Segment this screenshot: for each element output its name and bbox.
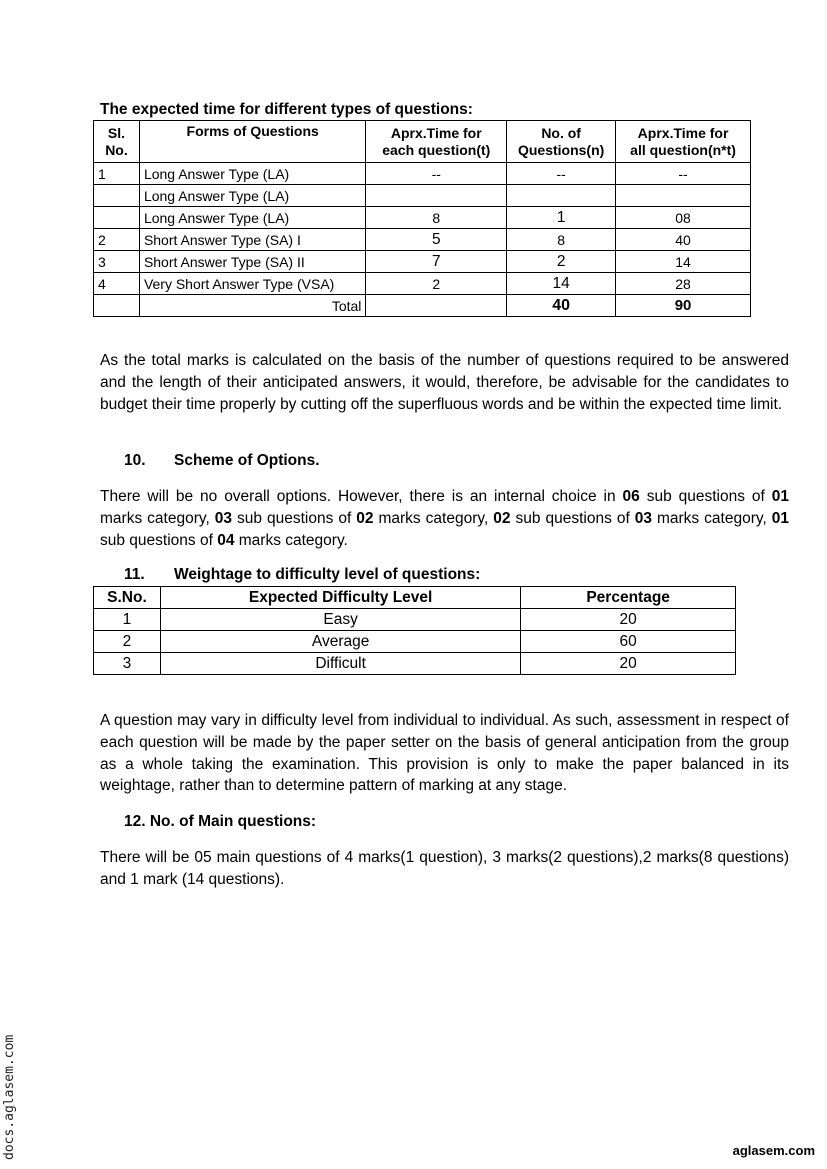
cell-sl xyxy=(94,295,140,317)
cell-sno: 2 xyxy=(94,631,161,653)
table-row xyxy=(94,609,736,631)
scheme-of-options-paragraph: There will be no overall options. However, there is an internal choice in 06 sub questions of 01 marks category, 03 sub questions of 02 marks category, 02 sub questions of 03 marks category, 01 sub questions of 04 marks category. xyxy=(100,488,789,549)
expected-time-table xyxy=(93,120,751,317)
table-total-row xyxy=(94,295,751,317)
cell-n: 1 xyxy=(507,207,616,229)
cell-total: -- xyxy=(616,163,751,185)
cell-pct: 60 xyxy=(521,631,736,653)
header-percentage: Percentage xyxy=(521,587,736,609)
cell-time: -- xyxy=(366,163,507,185)
header-no-of-questions: No. of Questions(n) xyxy=(507,121,616,163)
main-questions-heading: 12. No. of Main questions: xyxy=(124,813,317,830)
weightage-heading: 11. Weightage to difficulty level of questions: xyxy=(124,566,481,583)
cell-total: 14 xyxy=(616,251,751,273)
cell-time xyxy=(366,295,507,317)
cell-sl: 4 xyxy=(94,273,140,295)
cell-sl xyxy=(94,207,140,229)
cell-n: 2 xyxy=(507,251,616,273)
main-questions-paragraph: There will be 05 main questions of 4 marks(1 question), 3 marks(2 questions),2 marks(8 questions) and 1 mark (14 questions). xyxy=(100,849,789,888)
cell-n xyxy=(507,185,616,207)
total-label: Total xyxy=(139,295,365,317)
cell-level: Difficult xyxy=(160,653,520,675)
header-forms-of-questions: Forms of Questions xyxy=(139,121,365,163)
cell-sl: 2 xyxy=(94,229,140,251)
cell-level: Easy xyxy=(160,609,520,631)
cell-total: 28 xyxy=(616,273,751,295)
cell-form: Long Answer Type (LA) xyxy=(139,207,365,229)
cell-n: -- xyxy=(507,163,616,185)
table-row xyxy=(94,631,736,653)
table-row xyxy=(94,185,751,207)
cell-total: 40 xyxy=(616,229,751,251)
cell-time: 7 xyxy=(366,251,507,273)
cell-form: Long Answer Type (LA) xyxy=(139,185,365,207)
table-row xyxy=(94,163,751,185)
cell-n: 8 xyxy=(507,229,616,251)
cell-sno: 1 xyxy=(94,609,161,631)
cell-sl xyxy=(94,185,140,207)
total-time: 90 xyxy=(616,295,751,317)
table-row xyxy=(94,229,751,251)
cell-form: Long Answer Type (LA) xyxy=(139,163,365,185)
table-row xyxy=(94,273,751,295)
table-row xyxy=(94,207,751,229)
header-sno: S.No. xyxy=(94,587,161,609)
cell-total: 08 xyxy=(616,207,751,229)
table-row xyxy=(94,251,751,273)
cell-total xyxy=(616,185,751,207)
time-table-title: The expected time for different types of questions: xyxy=(100,101,473,118)
table-header-row xyxy=(94,121,751,163)
cell-sno: 3 xyxy=(94,653,161,675)
cell-form: Short Answer Type (SA) II xyxy=(139,251,365,273)
cell-time: 8 xyxy=(366,207,507,229)
difficulty-paragraph: A question may vary in difficulty level from individual to individual. As such, assessment in respect of each question will be made by the paper setter on the basis of general anticipation from the group as a whole taking the examination. This provision is only to make the paper balanced in its weightage, rather than to determine pattern of marking at any stage. xyxy=(100,712,789,795)
table-header-row xyxy=(94,587,736,609)
watermark-docs-aglasem: docs.aglasem.com xyxy=(2,1034,17,1160)
footer-aglasem: aglasem.com xyxy=(732,1143,815,1158)
cell-pct: 20 xyxy=(521,653,736,675)
cell-time: 5 xyxy=(366,229,507,251)
cell-time xyxy=(366,185,507,207)
cell-n: 14 xyxy=(507,273,616,295)
table-row xyxy=(94,653,736,675)
header-difficulty-level: Expected Difficulty Level xyxy=(160,587,520,609)
difficulty-weightage-table xyxy=(93,586,736,675)
header-aprx-time-each: Aprx.Time for each question(t) xyxy=(366,121,507,163)
cell-pct: 20 xyxy=(521,609,736,631)
total-questions: 40 xyxy=(507,295,616,317)
scheme-of-options-heading: 10. Scheme of Options. xyxy=(124,452,320,469)
cell-time: 2 xyxy=(366,273,507,295)
cell-form: Very Short Answer Type (VSA) xyxy=(139,273,365,295)
cell-sl: 1 xyxy=(94,163,140,185)
header-aprx-time-all: Aprx.Time for all question(n*t) xyxy=(616,121,751,163)
cell-level: Average xyxy=(160,631,520,653)
time-budget-paragraph: As the total marks is calculated on the basis of the number of questions required to be answered and the length of their anticipated answers, it would, therefore, be advisable for the candidates to budget their time properly by cutting off the superfluous words and be within the expected time limit. xyxy=(100,352,789,413)
header-sl-no: Sl. No. xyxy=(94,121,140,163)
cell-sl: 3 xyxy=(94,251,140,273)
cell-form: Short Answer Type (SA) I xyxy=(139,229,365,251)
